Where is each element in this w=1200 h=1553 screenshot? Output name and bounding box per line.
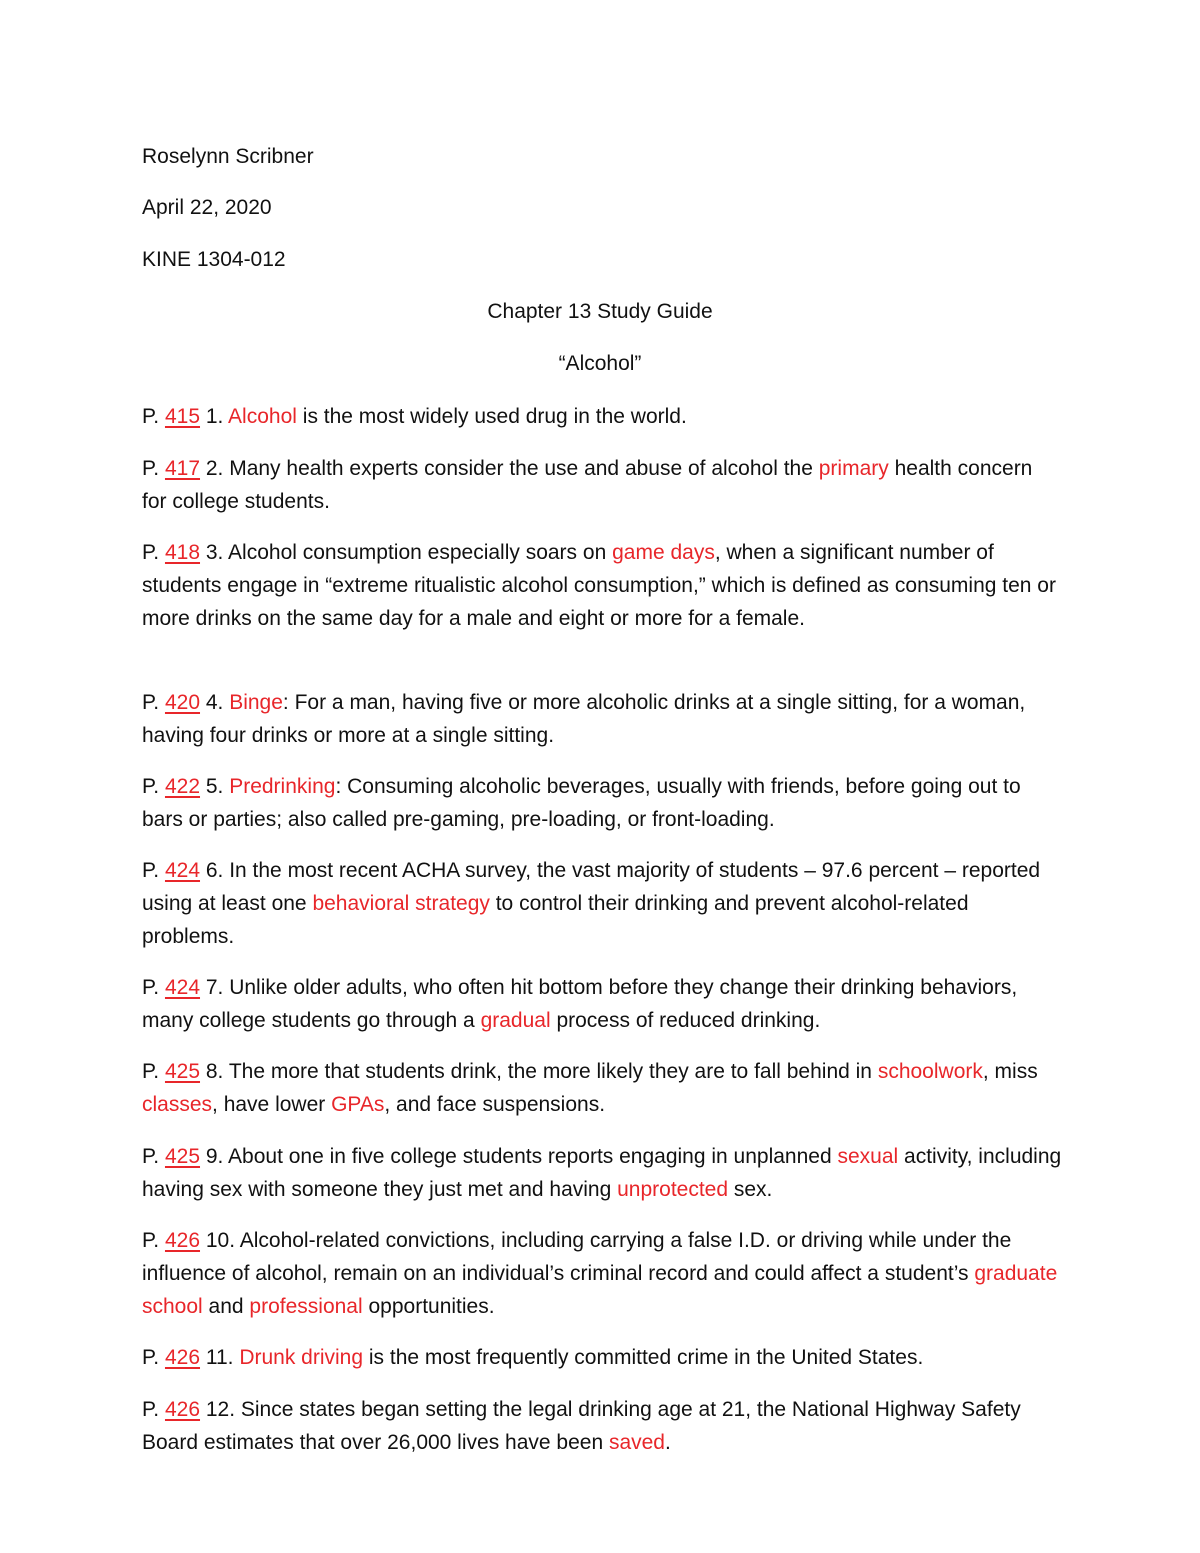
page-number-ref: 415 xyxy=(164,405,201,428)
study-item xyxy=(142,452,1062,518)
item-text: process of reduced drinking. xyxy=(550,1009,821,1032)
item-text: 10. Alcohol-related convictions, including carrying a false I.D. or driving while under the influence of alcohol, remain on an individual’s criminal record and could affect a student’s xyxy=(142,1229,1012,1285)
answer-highlight: saved xyxy=(608,1431,665,1454)
item-text: health concern for college students. xyxy=(142,457,1033,513)
page-number-ref: 426 xyxy=(164,1229,201,1252)
item-text: P. xyxy=(142,1060,165,1083)
item-text: P. xyxy=(142,859,165,882)
document-subtitle: “Alcohol” xyxy=(558,352,642,375)
document-date: April 22, 2020 xyxy=(142,196,272,219)
answer-highlight: primary xyxy=(818,457,889,480)
item-text: opportunities. xyxy=(362,1295,495,1318)
item-text: 4. xyxy=(200,691,230,714)
answer-highlight: GPAs xyxy=(331,1093,385,1116)
item-text: P. xyxy=(142,1398,165,1421)
study-item xyxy=(142,1224,1062,1323)
page-number-ref: 420 xyxy=(164,691,201,714)
item-text: , when a significant number of students engage in “extreme ritualistic alcohol consumption,” which is defined as consuming ten or more drinks on the same day for a male and eight or more for a female. xyxy=(142,541,1056,630)
page-number-ref: 425 xyxy=(164,1060,201,1083)
item-text: P. xyxy=(142,1346,165,1369)
item-text: P. xyxy=(142,1229,165,1252)
item-text: is the most frequently committed crime in the United States. xyxy=(363,1346,924,1369)
item-text: P. xyxy=(142,976,165,999)
study-item xyxy=(142,971,1062,1037)
item-text: . xyxy=(665,1431,671,1454)
page-number-ref: 426 xyxy=(164,1398,201,1421)
item-text: and xyxy=(202,1295,250,1318)
answer-highlight: game days xyxy=(612,541,715,564)
study-item xyxy=(142,854,1062,953)
page-number-ref: 418 xyxy=(164,541,201,564)
item-text: 1. xyxy=(200,405,229,428)
item-text: 5. xyxy=(200,775,230,798)
item-text: P. xyxy=(142,457,165,480)
item-text: P. xyxy=(142,1145,165,1168)
author-name: Roselynn Scribner xyxy=(142,145,314,168)
item-text: P. xyxy=(142,691,165,714)
study-item xyxy=(142,1393,1062,1459)
item-text: 8. The more that students drink, the more likely they are to fall behind in xyxy=(200,1060,878,1083)
course-code: KINE 1304-012 xyxy=(142,248,286,271)
answer-highlight: graduate school xyxy=(142,1262,1058,1318)
answer-highlight: gradual xyxy=(480,1009,551,1032)
item-text: , miss xyxy=(982,1060,1038,1083)
item-text: : Consuming alcoholic beverages, usually with friends, before going out to bars or parties; also called pre-gaming, pre-loading, or front-loading. xyxy=(142,775,1021,831)
answer-highlight: Binge xyxy=(229,691,283,714)
answer-highlight: unprotected xyxy=(617,1178,729,1201)
answer-highlight: professional xyxy=(249,1295,363,1318)
item-text: is the most widely used drug in the world. xyxy=(296,405,687,428)
study-item xyxy=(142,770,1062,836)
answer-highlight: classes xyxy=(142,1093,213,1116)
item-text: : For a man, having five or more alcoholic drinks at a single sitting, for a woman, having four drinks or more at a single sitting. xyxy=(142,691,1026,747)
item-text: , have lower xyxy=(212,1093,332,1116)
item-text: , and face suspensions. xyxy=(384,1093,606,1116)
study-item xyxy=(142,686,1062,752)
item-text: 2. Many health experts consider the use and abuse of alcohol the xyxy=(200,457,819,480)
answer-highlight: Drunk driving xyxy=(239,1346,364,1369)
study-item xyxy=(142,400,1062,433)
answer-highlight: Predrinking xyxy=(229,775,336,798)
document-title: Chapter 13 Study Guide xyxy=(487,300,713,323)
study-item xyxy=(142,1055,1062,1121)
page-number-ref: 422 xyxy=(164,775,201,798)
study-item xyxy=(142,1140,1062,1206)
item-text: 3. Alcohol consumption especially soars on xyxy=(200,541,613,564)
item-text: to control their drinking and prevent alcohol-related problems. xyxy=(142,892,969,948)
item-text: 12. Since states began setting the legal drinking age at 21, the National Highway Safety Board estimates that over 26,000 lives have been xyxy=(142,1398,1021,1454)
page-number-ref: 424 xyxy=(164,976,201,999)
answer-highlight: behavioral strategy xyxy=(312,892,490,915)
answer-highlight: schoolwork xyxy=(877,1060,983,1083)
study-item xyxy=(142,1341,1062,1374)
page-number-ref: 417 xyxy=(164,457,201,480)
page-number-ref: 426 xyxy=(164,1346,201,1369)
item-text: 7. Unlike older adults, who often hit bottom before they change their drinking behaviors, many college students go through a xyxy=(142,976,1018,1032)
item-text: P. xyxy=(142,541,165,564)
item-text: sex. xyxy=(728,1178,773,1201)
item-text: P. xyxy=(142,405,165,428)
item-text: 6. In the most recent ACHA survey, the vast majority of students – 97.6 percent – reported using at least one xyxy=(142,859,1041,915)
answer-highlight: Alcohol xyxy=(228,405,297,428)
item-text: 9. About one in five college students reports engaging in unplanned xyxy=(200,1145,838,1168)
item-text: P. xyxy=(142,775,165,798)
answer-highlight: sexual xyxy=(837,1145,899,1168)
item-text: 11. xyxy=(200,1346,240,1369)
study-item xyxy=(142,536,1062,635)
page-number-ref: 425 xyxy=(164,1145,201,1168)
page-number-ref: 424 xyxy=(164,859,201,882)
item-text: activity, including having sex with someone they just met and having xyxy=(142,1145,1062,1201)
